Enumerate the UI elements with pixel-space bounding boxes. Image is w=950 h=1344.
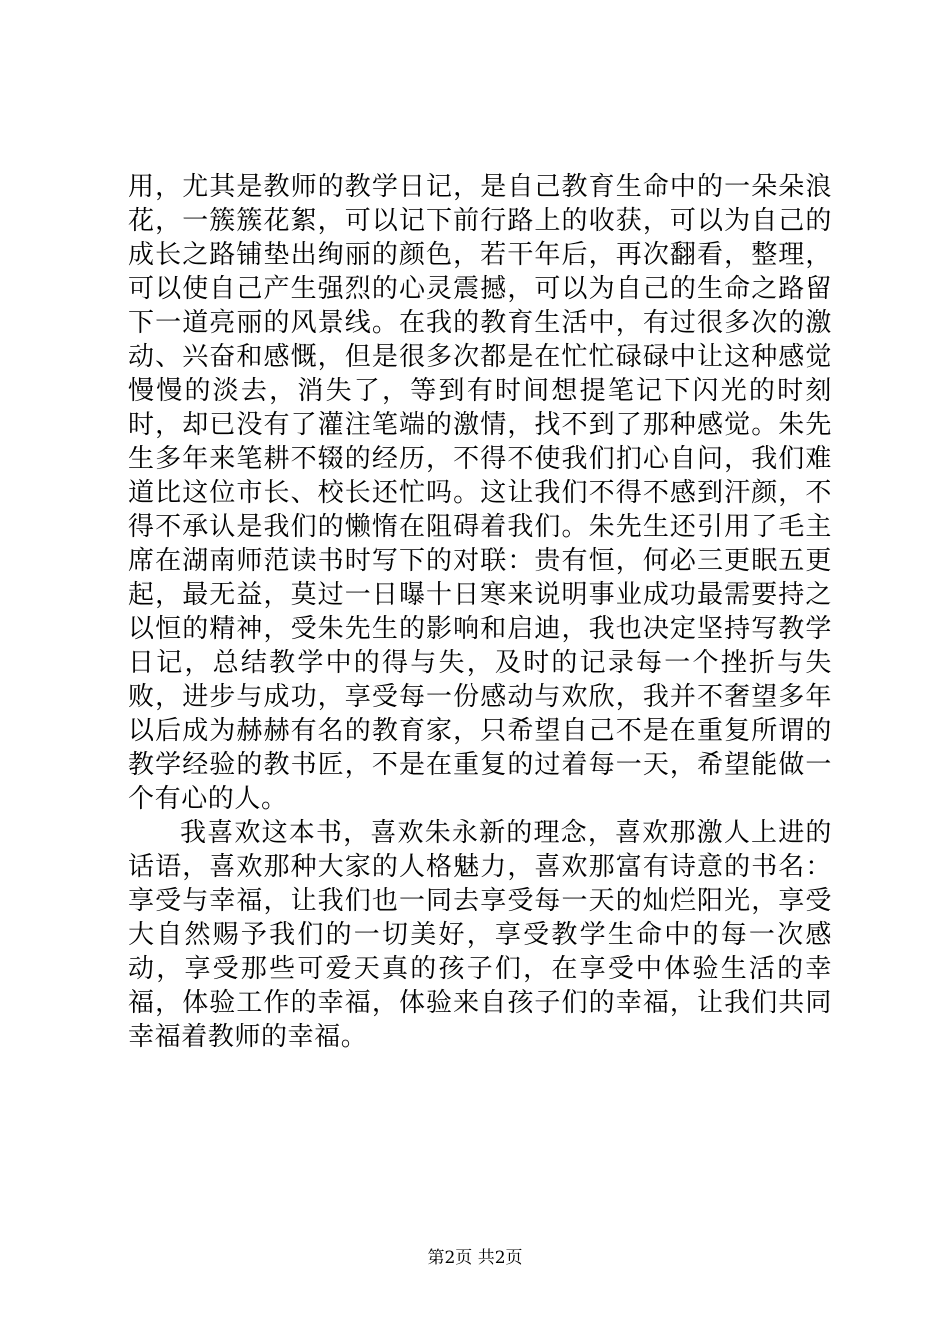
page-footer: 第2页 共2页	[427, 1248, 523, 1268]
document-body	[128, 170, 832, 1054]
body-paragraph-1: 用，尤其是教师的教学日记，是自己教育生命中的一朵朵浪花，一簇簇花絮，可以记下前行路上的收获，可以为自己的成长之路铺垫出绚丽的颜色，若干年后，再次翻看，整理，可以使自己产生强烈的心灵震撼，可以为自己的生命之路留下一道亮丽的风景线。在我的教育生活中，有过很多次的激动、兴奋和感慨，但是很多次都是在忙忙碌碌中让这种感觉慢慢的淡去，消失了，等到有时间想提笔记下闪光的时刻时，却已没有了灌注笔端的激情，找不到了那种感觉。朱先生多年来笔耕不辍的经历，不得不使我们扪心自问，我们难道比这位市长、校长还忙吗。这让我们不得不感到汗颜，不得不承认是我们的懒惰在阻碍着我们。朱先生还引用了毛主席在湖南师范读书时写下的对联：贵有恒，何必三更眠五更起，最无益，莫过一日曝十日寒来说明事业成功最需要持之以恒的精神，受朱先生的影响和启迪，我也决定坚持写教学日记，总结教学中的得与失，及时的记录每一个挫折与失败，进步与成功，享受每一份感动与欢欣，我并不奢望多年以后成为赫赫有名的教育家，只希望自己不是在重复所谓的教学经验的教书匠，不是在重复的过着每一天，希望能做一个有心的人。	[128, 172, 832, 814]
body-paragraph-2: 我喜欢这本书，喜欢朱永新的理念，喜欢那激人上进的话语，喜欢那种大家的人格魅力，喜欢那富有诗意的书名：享受与幸福，让我们也一同去享受每一天的灿烂阳光，享受大自然赐予我们的一切美好，享受教学生命中的每一次感动，享受那些可爱天真的孩子们，在享受中体验生活的幸福，体验工作的幸福，体验来自孩子们的幸福，让我们共同幸福着教师的幸福。	[128, 818, 832, 1052]
